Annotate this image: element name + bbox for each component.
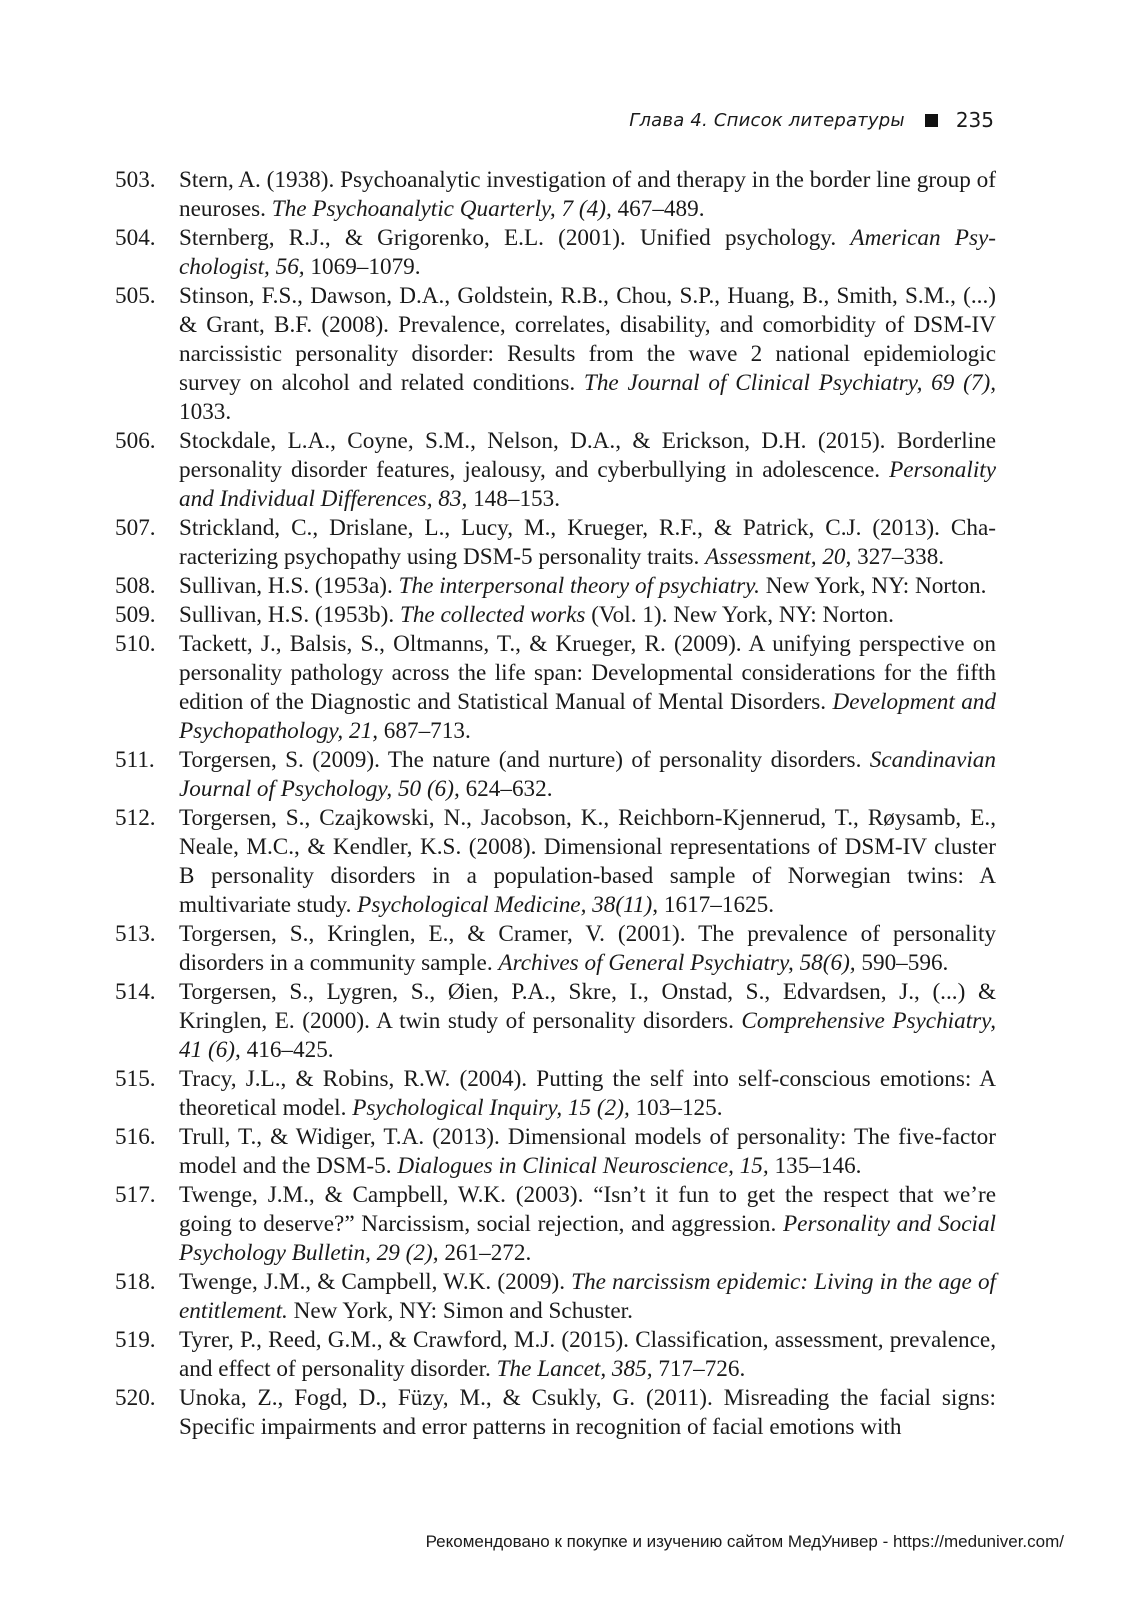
reference-pages: 590–596. [855,950,949,976]
reference-pages: 687–713. [378,718,471,744]
reference-authors-title: Twenge, J.M., & Campbell, W.K. (2003). “Isn’t it fun to get the respect that we’re going to deserve?” Narcissism, social rejection, and aggression. [179,1182,996,1237]
reference-authors-title: Tyrer, P., Reed, G.M., & Crawford, M.J. (2015). Classification, assessment, prevalence, and effect of personality disorder. [179,1327,996,1382]
reference-number: 504. [115,225,156,251]
reference-authors-title: Sullivan, H.S. (1953b). [179,602,400,628]
reference-text [179,166,996,224]
reference-text [179,1181,996,1268]
reference-text [179,1384,996,1442]
reference-authors-title: Twenge, J.M., & Campbell, W.K. (2009). [179,1269,572,1295]
reference-source: Psychological Inquiry, 15 (2), [352,1095,630,1121]
reference-authors-title: Torgersen, S., Kringlen, E., & Cramer, V. (2001). The prevalence of personality disorders in a community sample. [179,921,996,976]
reference-source: American Psychologist, 56, [179,225,996,280]
reference-source: Scandinavian Journal of Psychology, 50 (6), [179,747,996,802]
reference-item [115,1123,996,1181]
reference-number: 519. [115,1327,156,1353]
reference-item [115,224,996,282]
reference-item [115,572,996,601]
reference-number: 508. [115,573,156,599]
reference-number: 505. [115,283,156,309]
reference-source: Dialogues in Clinical Neuroscience, 15, [397,1153,769,1179]
reference-source: The Psychoanalytic Quarterly, 7 (4), [271,196,612,222]
reference-source: The interpersonal theory of psychiatry. [398,573,760,599]
reference-item [115,920,996,978]
reference-source: Development and Psychopathology, 21, [179,689,996,744]
reference-item [115,1268,996,1326]
reference-number: 506. [115,428,156,454]
reference-number: 507. [115,515,156,541]
reference-authors-title: Torgersen, S., Czajkowski, N., Jacobson, K., Reichborn-Kjennerud, T., Røysamb, E., Neale, M.C., & Kendler, K.S. (2008). Dimensional representations of DSM-IV cluster B personality disorders in a population-based sample of Norwegian twins: A multivariate study. [179,805,996,918]
reference-number: 513. [115,921,156,947]
reference-number: 514. [115,979,156,1005]
reference-pages: 624–632. [459,776,553,802]
reference-pages: 1069–1079. [304,254,421,280]
reference-pages: 148–153. [467,486,561,512]
reference-pages: New York, NY: Simon and Schuster. [287,1298,633,1324]
reference-item [115,804,996,920]
reference-number: 516. [115,1124,156,1150]
reference-source: Archives of General Psychiatry, 58(6), [498,950,856,976]
reference-number: 520. [115,1385,156,1411]
reference-item [115,282,996,427]
reference-item [115,1181,996,1268]
reference-text [179,920,996,978]
reference-authors-title: Sullivan, H.S. (1953a). [179,573,399,599]
reference-authors-title: Stern, A. (1938). Psychoanalytic investigation of and therapy in the border line group of neuroses. [179,167,996,222]
reference-text [179,572,996,601]
reference-source: The collected works [399,602,586,628]
reference-source: The Journal of Clinical Psychiatry, 69 (7), [583,370,996,396]
reference-text [179,224,996,282]
footer-watermark: Рекомендовано к покупке и изучению сайтом МедУнивер - https://meduniver.com/ [425,1532,1064,1551]
reference-number: 512. [115,805,156,831]
reference-authors-title: Stockdale, L.A., Coyne, S.M., Nelson, D.A., & Erickson, D.H. (2015). Borderline personality disorder features, jealousy, and cyberbullying in adolescence. [179,428,996,483]
reference-source: Psychological Medicine, 38(11), [357,892,659,918]
reference-item [115,514,996,572]
reference-text [179,746,996,804]
reference-item [115,1326,996,1384]
reference-authors-title: Sternberg, R.J., & Grigorenko, E.L. (2001). Unified psychology. [179,225,851,251]
reference-item [115,1065,996,1123]
reference-text [179,427,996,514]
reference-pages: 135–146. [768,1153,862,1179]
reference-number: 510. [115,631,156,657]
reference-text [179,1326,996,1384]
reference-pages: New York, NY: Norton. [759,573,987,599]
reference-authors-title: Strickland, C., Drislane, L., Lucy, M., Krueger, R.F., & Patrick, C.J. (2013). Characterizing psychopathy using DSM-5 personality traits. [179,515,996,570]
reference-authors-title: Trull, T., & Widiger, T.A. (2013). Dimensional models of personality: The five-factor model and the DSM-5. [179,1124,996,1179]
reference-text [179,804,996,920]
reference-number: 518. [115,1269,156,1295]
page-number: 235 [955,108,994,132]
reference-pages: 327–338. [851,544,945,570]
reference-item [115,1384,996,1442]
reference-text [179,514,996,572]
reference-authors-title: Torgersen, S., Lygren, S., Øien, P.A., Skre, I., Onstad, S., Edvardsen, J., (...) & Kringlen, E. (2000). A twin study of personality disorders. [179,979,996,1034]
reference-source: Comprehensive Psychiatry, 41 (6), [179,1008,996,1063]
reference-pages: (Vol. 1). New York, NY: Norton. [585,602,894,628]
reference-number: 517. [115,1182,156,1208]
reference-text [179,1123,996,1181]
reference-source: Personality and Individual Differences, 83, [179,457,996,512]
reference-pages: 1033. [179,399,232,425]
reference-text [179,630,996,746]
reference-pages: 103–125. [629,1095,723,1121]
reference-authors-title: Unoka, Z., Fogd, D., Füzy, M., & Csukly, G. (2011). Misreading the facial signs: Specific impairments and error patterns in recognition of facial emotions with [179,1385,996,1440]
reference-text [179,601,996,630]
reference-pages: 467–489. [611,196,705,222]
reference-item [115,630,996,746]
reference-text [179,978,996,1065]
reference-source: Assessment, 20, [705,544,852,570]
reference-source: Personality and Social Psychology Bulletin, 29 (2), [179,1211,996,1266]
reference-number: 509. [115,602,156,628]
chapter-title: Глава 4. Список литературы [629,109,905,131]
reference-authors-title: Tackett, J., Balsis, S., Oltmanns, T., & Krueger, R. (2009). A unifying perspective on personality pathology across the life span: Developmental considerations for the fifth edition of the Diagnostic and Statistical Manual of Mental Disorders. [179,631,996,715]
reference-item [115,427,996,514]
reference-text [179,282,996,427]
reference-item [115,978,996,1065]
reference-pages: 1617–1625. [658,892,775,918]
reference-text [179,1065,996,1123]
reference-item [115,746,996,804]
reference-authors-title: Tracy, J.L., & Robins, R.W. (2004). Putting the self into self-conscious emotions: A theoretical model. [179,1066,996,1121]
reference-item [115,601,996,630]
reference-pages: 416–425. [240,1037,334,1063]
running-head [629,108,994,132]
reference-number: 515. [115,1066,156,1092]
reference-number: 503. [115,167,156,193]
reference-text [179,1268,996,1326]
reference-authors-title: Stinson, F.S., Dawson, D.A., Goldstein, R.B., Chou, S.P., Huang, B., Smith, S.M., (...) & Grant, B.F. (2008). Prevalence, correlates, disability, and comorbidity of DSM-IV narcissistic personality disorder: Results from the wave 2 national epidemiologic survey on alcohol and related conditions. [179,283,996,396]
reference-number: 511. [115,747,155,773]
reference-source: The Lancet, 385, [496,1356,653,1382]
reference-list [115,166,996,1442]
reference-pages: 261–272. [438,1240,532,1266]
reference-source: The narcissism epidemic: Living in the age of entitlement. [179,1269,997,1324]
square-bullet-icon [925,114,938,127]
reference-pages: 717–726. [652,1356,746,1382]
reference-authors-title: Torgersen, S. (2009). The nature (and nurture) of personality disorders. [179,747,870,773]
reference-item [115,166,996,224]
